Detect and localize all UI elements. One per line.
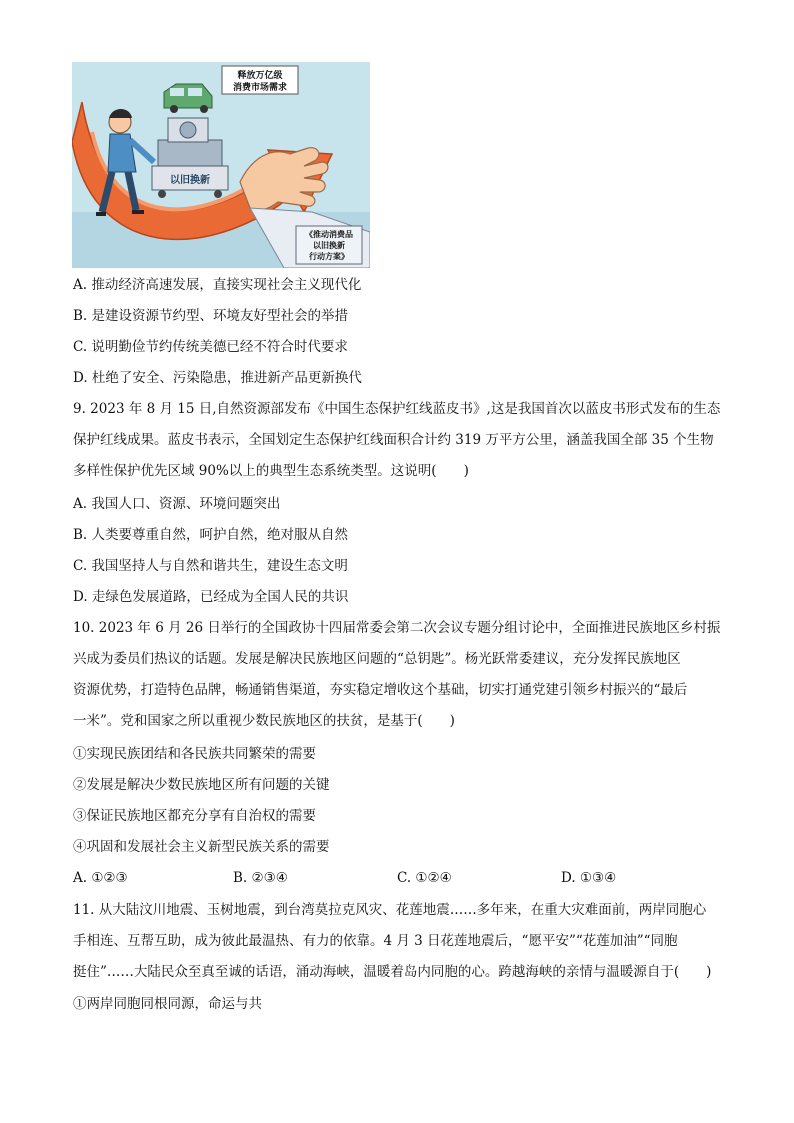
caption-line-1: 释放万亿级 [237, 71, 283, 81]
q9-option-c: C. 我国坚持人与自然和谐共生，建设生态文明 [73, 558, 348, 574]
q8-option-d: D. 杜绝了安全、污染隐患，推进新产品更新换代 [73, 370, 362, 386]
q10-stem-line: 资源优势，打造特色品牌，畅通销售渠道，夯实稳定增收这个基础，切实打通党建引领乡村振兴的“最后 [73, 682, 688, 698]
q10-stem-line: 10. 2023 年 6 月 26 日举行的全国政协十四届常委会第二次会议专题分组讨论中，全面推进民族地区乡村振 [73, 620, 721, 636]
q8-option-c: C. 说明勤俭节约传统美德已经不符合时代要求 [73, 339, 348, 355]
book-caption-line-3: 行动方案》 [309, 252, 349, 261]
q10-statement-4: ④巩固和发展社会主义新型民族关系的需要 [73, 839, 330, 855]
caption-line-2: 消费市场需求 [232, 83, 288, 93]
q9-option-b: B. 人类要尊重自然，呵护自然，绝对服从自然 [73, 527, 349, 543]
q9-option-a: A. 我国人口、资源、环境问题突出 [73, 496, 281, 512]
q9-option-d: D. 走绿色发展道路，已经成为全国人民的共识 [73, 589, 349, 605]
q10-options-row [73, 870, 733, 890]
q10-statement-2: ②发展是解决少数民族地区所有问题的关键 [73, 777, 330, 793]
q10-stem-line: 兴成为委员们热议的话题。发展是解决民族地区问题的“总钥匙”。杨光跃常委建议，充分发挥民族地区 [73, 651, 681, 667]
q9-stem-line: 保护红线成果。蓝皮书表示，全国划定生态保护红线面积合计约 319 万平方公里，涵盖我国全部 35 个生物 [73, 432, 714, 448]
q9-stem-line: 9. 2023 年 8 月 15 日,自然资源部发布《中国生态保护红线蓝皮书》,这是我国首次以蓝皮书形式发布的生态 [73, 401, 721, 417]
book-caption-line-1: 《推动消费品 [305, 230, 353, 239]
q8-option-b: B. 是建设资源节约型、环境友好型社会的举措 [73, 308, 349, 324]
q10-statement-1: ①实现民族团结和各民族共同繁荣的需要 [73, 746, 316, 762]
q9-stem-line: 多样性保护优先区域 90%以上的典型生态系统类型。这说明( ) [73, 463, 469, 479]
q8-option-a: A. 推动经济高速发展，直接实现社会主义现代化 [73, 277, 362, 293]
q11-stem-line: 11. 从大陆汶川地震、玉树地震，到台湾莫拉克风灾、花莲地震……多年来，在重大灾难面前，两岸同胞心 [73, 902, 707, 918]
q10-option-d: D. ①③④ [561, 870, 617, 886]
q10-option-c: C. ①②④ [397, 870, 452, 886]
trade-in-policy-illustration [72, 62, 370, 268]
q10-option-b: B. ②③④ [233, 870, 288, 886]
q10-stem-line: 一米”。党和国家之所以重视少数民族地区的扶贫，是基于( ) [73, 713, 455, 729]
q11-stem-line: 手相连、互帮互助，成为彼此最温热、有力的依靠。4 月 3 日花莲地震后，“愿平安”“花莲加油”“同胞 [73, 933, 678, 949]
cart-label: 以旧换新 [170, 175, 210, 186]
q10-option-a: A. ①②③ [73, 870, 128, 886]
q11-stem-line: 挺住”……大陆民众至真至诚的话语，涌动海峡，温暖着岛内同胞的心。跨越海峡的亲情与温暖源自于( ) [73, 964, 712, 980]
q11-statement-1: ①两岸同胞同根同源，命运与共 [73, 996, 262, 1012]
book-caption-line-2: 以旧换新 [313, 241, 345, 250]
q10-statement-3: ③保证民族地区都充分享有自治权的需要 [73, 808, 316, 824]
